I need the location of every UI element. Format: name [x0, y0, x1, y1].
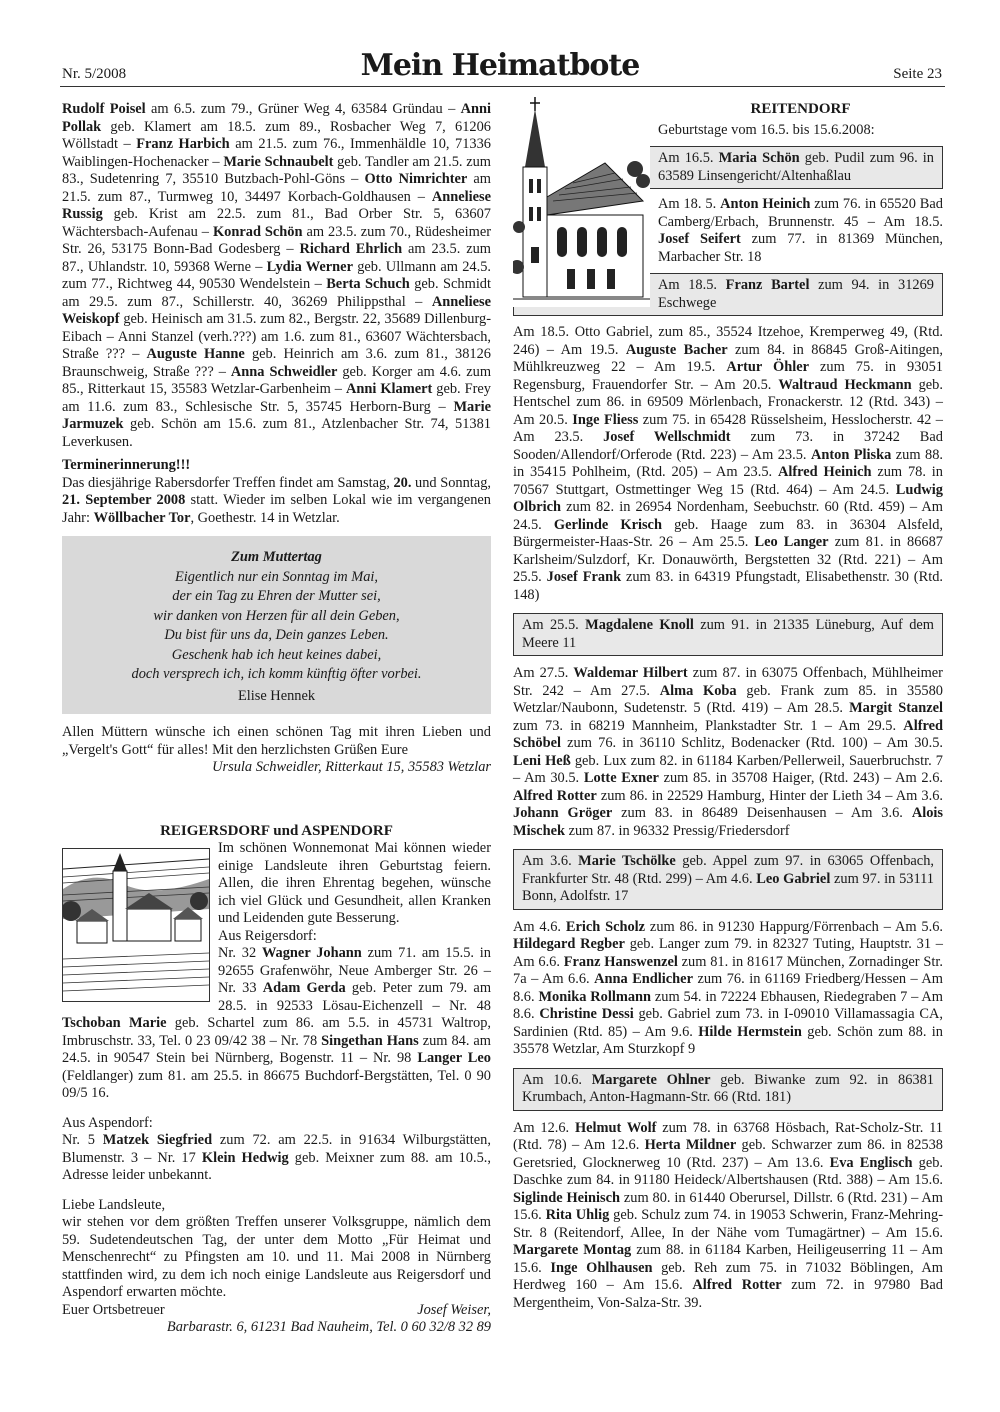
reigersdorf-title: REIGERSDORF und ASPENDORF	[160, 822, 393, 839]
left-column	[62, 101, 491, 1337]
poem-title: Zum Muttertag	[231, 549, 322, 565]
birthday-paragraph: Am 27.5. Waldemar Hilbert zum 87. in 63075 Offenbach, Mühlheimer Str. 242 – Am 27.5. Alma Koba geb. Frank zum 85. in 35580 Wetzlar/Naubonn, Sudetenstr. 5 (Rtd. 419) – Am 28.5. Margit Stanzel zum 73. in 68219 Mannheim, Plankstadter Str. 1 – Am 29.5. Alfred Schöbel zum 76. in 36110 Schlitz, Bodenacker (Rtd. 100) – Am 30.5. Leni Heß geb. Lux zum 82. in 61184 Karben/Pellerweil, Sauerbruchstr. 7 – Am 30.5. Lotte Exner zum 85. in 35708 Haiger, (Rtd. 243) – Am 2.6. Alfred Rotter zum 86. in 22529 Hamburg, Hinter der Lieth 34 – Am 3.6. Johann Gröger zum 83. in 86489 Deisenhausen – Am 3.6. Alois Mischek zum 87. in 96332 Pressig/Friedersdorf	[513, 665, 944, 839]
highlight-box: Am 10.6. Margarete Ohlner geb. Biwanke zum 92. in 86381 Krumbach, Anton-Hagmann-Str. 66 (Rtd. 181)	[513, 1068, 943, 1111]
poem-line: Du bist für uns da, Dein ganzes Leben.	[164, 627, 389, 643]
aspendorf-label: Aus Aspendorf:	[62, 1114, 153, 1131]
poem-author: Elise Hennek	[237, 687, 316, 704]
reminder-text: Das diesjährige Rabersdorfer Treffen findet am Samstag, 20. und Sonntag, 21. September 2008 statt. Wieder im selben Lokal wie im vergangenen Jahr: Wöllbacher Tor, Goethestr. 14 in Wetzlar.	[62, 474, 491, 526]
poem-line: der ein Tag zu Ehren der Mutter sei,	[172, 588, 381, 604]
wish-signature: Ursula Schweidler, Ritterkaut 15, 35583 Wetzlar	[212, 759, 491, 775]
poem-line: Geschenk hab ich heut keines dabei,	[171, 646, 382, 663]
church-illustration	[513, 97, 650, 307]
poem-line: wir danken von Herzen für all dein Geben,	[153, 607, 400, 624]
highlight-box: Am 3.6. Marie Tschölke geb. Appel zum 97. in 63065 Offenbach, Frankfurter Str. 48 (Rtd. 299) – Am 4.6. Leo Gabriel zum 97. in 53111 Bonn, Adolfstr. 17	[513, 849, 943, 910]
reigersdorf-birthdays: Nr. 32 Wagner Johann zum 71. am 15.5. in 92655 Grafenwöhr, Neue Amberger Str. 26 – Nr. 33 Adam Gerda geb. Peter zum 79. am 28.5. in 92533 Lösau-Eichenzell – Nr. 48 Tschoban Marie geb. Schartel zum 86. am 5.5. in 45731 Waltrop, Imbruschstr. 33, Tel. 0 23 09/42 38 – Nr. 78 Singethan Hans zum 84. am 24.5. in 90547 Stein bei Nürnberg, Bogenstr. 11 – Nr. 98 Langer Leo (Feldlanger) zum 81. am 25.5. in 86675 Buchdorf-Bergstätten, Tel. 0 90 09/5 16.	[62, 945, 492, 1101]
rabersdorf-birthdays: Rudolf Poisel am 6.5. zum 79., Grüner Weg 4, 63584 Gründau – Anni Pollak geb. Klamert am 18.5. zum 89., Rosbacher Weg 7, 61206 Wöllstadt – Franz Harbich am 21.5. zum 76., Immenhäldle 10, 71336 Waiblingen-Hochenacker – Marie Schnaubelt geb. Tandler am 21.5. zum 83., Sudetenring 7, 35510 Butzbach-Pohl-Göns – Otto Nimrichter am 21.5. zum 87., Turmweg 10, 34497 Korbach-Goldhausen – Anneliese Russig geb. Krist am 22.5. zum 81., Bad Orber Str. 5, 63607 Wächtersbach-Aufenau – Konrad Schön am 23.5. zum 70., Rüdesheimer Str. 26, 53175 Bonn-Bad Godesberg – Richard Ehrlich am 23.5. zum 87., Uhlandstr. 10, 59368 Werne – Lydia Werner geb. Ullmann am 24.5. zum 77., Richtweg 44, 90530 Wendelstein – Berta Schuch geb. Schmidt am 29.5. zum 87., Schillerstr. 40, 36269 Philippsthal – Anneliese Weiskopf geb. Heinisch am 31.5. zum 82., Bergstr. 22, 35689 Dillenburg-Eibach – Anni Stanzel (verh.???) am 1.6. zum 81., 63607 Wächtersbach, Straße ??? – Auguste Hanne geb. Heinrich am 3.6. zum 81., 38126 Braunschweig, Straße ??? – Anna Schweidler geb. Korger am 4.6. zum 85., Ritterkaut 15, 35583 Wetzlar-Garbenheim – Anni Klamert geb. Frey am 11.6. zum 83., Schlesische Str. 5, 35745 Herborn-Burg – Marie Jarmuzek geb. Schön am 15.6. zum 81., Atzlenbacher Str. 74, 51381 Leverkusen.	[62, 101, 492, 450]
birthday-paragraph: Am 18. 5. Anton Heinich zum 76. in 65520 Bad Camberg/Erbach, Brunnenstr. 45 – Am 18.5. Josef Seifert zum 77. in 81369 München, Marbacher Str. 18	[658, 196, 943, 265]
masthead-title: Mein Heimatbote	[360, 48, 640, 83]
header-rule	[60, 86, 945, 87]
poem-line: doch versprech ich, ich komm künftig öfter vorbei.	[131, 666, 422, 682]
letter-name: Josef Weiser,	[417, 1301, 491, 1318]
highlight-box: Am 16.5. Maria Schön geb. Pudil zum 96. in 63589 Linsengericht/Altenhaßlau	[513, 146, 943, 189]
page-number: Seite 23	[893, 66, 942, 82]
highlight-box: Am 18.5. Franz Bartel zum 94. in 31269 Eschwege	[513, 273, 943, 316]
reminder-title: Terminerinnerung!!!	[62, 457, 191, 473]
birthday-paragraph: Am 12.6. Helmut Wolf zum 78. in 63768 Hösbach, Rat-Scholz-Str. 11 (Rtd. 78) – Am 12.6. Herta Mildner geb. Schwarzer zum 86. in 82538 Geretsried, Glocknerweg 10 (Rtd. 237) – Am 13.6. Eva Englisch geb. Daschke zum 84. in 91180 Heideck/Albertshausen (Rtd. 388) – Am 15.6. Siglinde Heinisch zum 80. in 61440 Oberursel, Dillstr. 6 (Rtd. 231) – Am 15.6. Rita Uhlig geb. Schulz zum 74. in 19053 Schwerin, Franz-Mehring-Str. 8 (Reitendorf, Allee, In der Nähe vom Tumagärtner) – Am 15.6. Margarete Montag zum 88. in 61184 Karben, Heiligeuserring 11 – Am 15.6. Inge Ohlhausen geb. Reh zum 75. in 71032 Böblingen, Am Herdweg 160 – Am 15.6. Alfred Rotter zum 72. in 97980 Bad Mergentheim, Von-Salza-Str. 39.	[513, 1119, 944, 1311]
letter-from: Euer Ortsbetreuer	[62, 1301, 165, 1318]
poem-line: Eigentlich nur ein Sonntag im Mai,	[174, 568, 379, 585]
issue-number: Nr. 5/2008	[62, 66, 127, 82]
mothers-wish: Allen Müttern wünsche ich einen schönen Tag mit ihren Lieben und „Vergelt's Gott“ für alles! Mit den herzlichsten Grüßen Eure	[62, 724, 491, 758]
right-column	[513, 101, 943, 1312]
reitendorf-title: REITENDORF	[750, 101, 851, 117]
letter-address: Barbarastr. 6, 61231 Bad Nauheim, Tel. 0 60 32/8 32 89	[166, 1319, 491, 1335]
village-illustration	[62, 848, 210, 1002]
reigersdorf-label: Aus Reigersdorf:	[218, 927, 317, 944]
aspendorf-birthdays: Nr. 5 Matzek Siegfried zum 72. am 22.5. in 91634 Wilburgstätten, Blumenstr. 3 – Nr. 17 Klein Hedwig geb. Meixner zum 88. am 10.5., Adresse leider unbekannt.	[62, 1132, 491, 1183]
reitendorf-subtitle: Geburtstage vom 16.5. bis 15.6.2008:	[658, 121, 875, 138]
birthday-paragraph: Am 4.6. Erich Scholz zum 86. in 91230 Happurg/Förrenbach – Am 5.6. Hildegard Regber geb. Langer zum 79. in 82327 Tuting, Hauptstr. 31 – Am 6.6. Franz Hanswenzel zum 81. in 81617 München, Zornadinger Str. 7a – Am 6.6. Anna Endlicher zum 76. in 61169 Friedberg/Hessen – Am 8.6. Monika Rollmann zum 54. in 72224 Ebhausen, Riedegraben 7 – Am 8.6. Christine Dessi geb. Gabriel zum 73. in I-09010 Villamassagia CA, Sardinien (Rtd. 85) – Am 9.6. Hilde Hermstein geb. Schön zum 88. in 35578 Wetzlar, Am Sturzkopf 9	[513, 918, 944, 1057]
letter-body: wir stehen vor dem größten Treffen unserer Volksgruppe, nämlich dem 59. Sudetendeutschen Tag, der unter dem Motto „Für Heimat und Menschenrecht“ zu Pfingsten am 10. und 11. Mai 2008 in Nürnberg stattfinden wird, zu dem ich noch einige Landsleute aus Reigersdorf und Aspendorf erwarten möchte.	[62, 1214, 491, 1300]
letter-greeting: Liebe Landsleute,	[62, 1196, 166, 1213]
mothers-day-poem	[62, 536, 491, 714]
reigersdorf-intro: Im schönen Wonnemonat Mai können wieder einige Landsleute ihren Geburtstag feiern. Allen, die ihren Ehrentag begehen, wünsche ich viel Glück und Gesundheit, allen Kranken und Leidenden gute Besserung.	[218, 840, 491, 926]
letter-signature	[62, 1302, 491, 1320]
highlight-box: Am 25.5. Magdalene Knoll zum 91. in 21335 Lüneburg, Auf dem Meere 11	[513, 613, 943, 656]
birthday-paragraph: Am 18.5. Otto Gabriel, zum 85., 35524 Itzehoe, Kremperweg 49, (Rtd. 246) – Am 19.5. Auguste Bacher zum 84. in 86845 Groß-Aitingen, Mühlkreuzweg 22 – Am 19.5. Artur Öhler zum 75. in 93051 Regensburg, Frauendorfer Str. – Am 20.5. Waltraud Heckmann geb. Hentschel zum 86. in 69509 Mörlenbach, Fronackerstr. 12 (Rtd. 343) – Am 20.5. Inge Fliess zum 75. in 65428 Rüsselsheim, Hesslocherstr. 42 – Am 23.5. Josef Wellschmidt zum 73. in 37242 Bad Sooden/Allendorf/Orferode (Rtd. 223) – Am 23.5. Anton Pliska zum 88. in 35415 Pohlheim, (Rtd. 205) – Am 23.5. Alfred Heinich zum 78. in 70567 Stuttgart, Ostmettinger Weg 15 (Rtd. 464) – Am 24.5. Ludwig Olbrich zum 82. in 26954 Nordenham, Seebuchstr. 60 (Rtd. 459) – Am 24.5. Gerlinde Krisch geb. Haage zum 83. in 36304 Alsfeld, Bürgermeister-Haas-Str. 26 – Am 25.5. Leo Langer zum 81. in 86687 Karlsheim/Sulzdorf, Kr. Donauwörth, Bergstetten 32 (Rtd. 221) – Am 25.5. Josef Frank zum 83. in 64319 Pfungstadt, Elisabethenstr. 30 (Rtd. 148)	[513, 324, 944, 603]
